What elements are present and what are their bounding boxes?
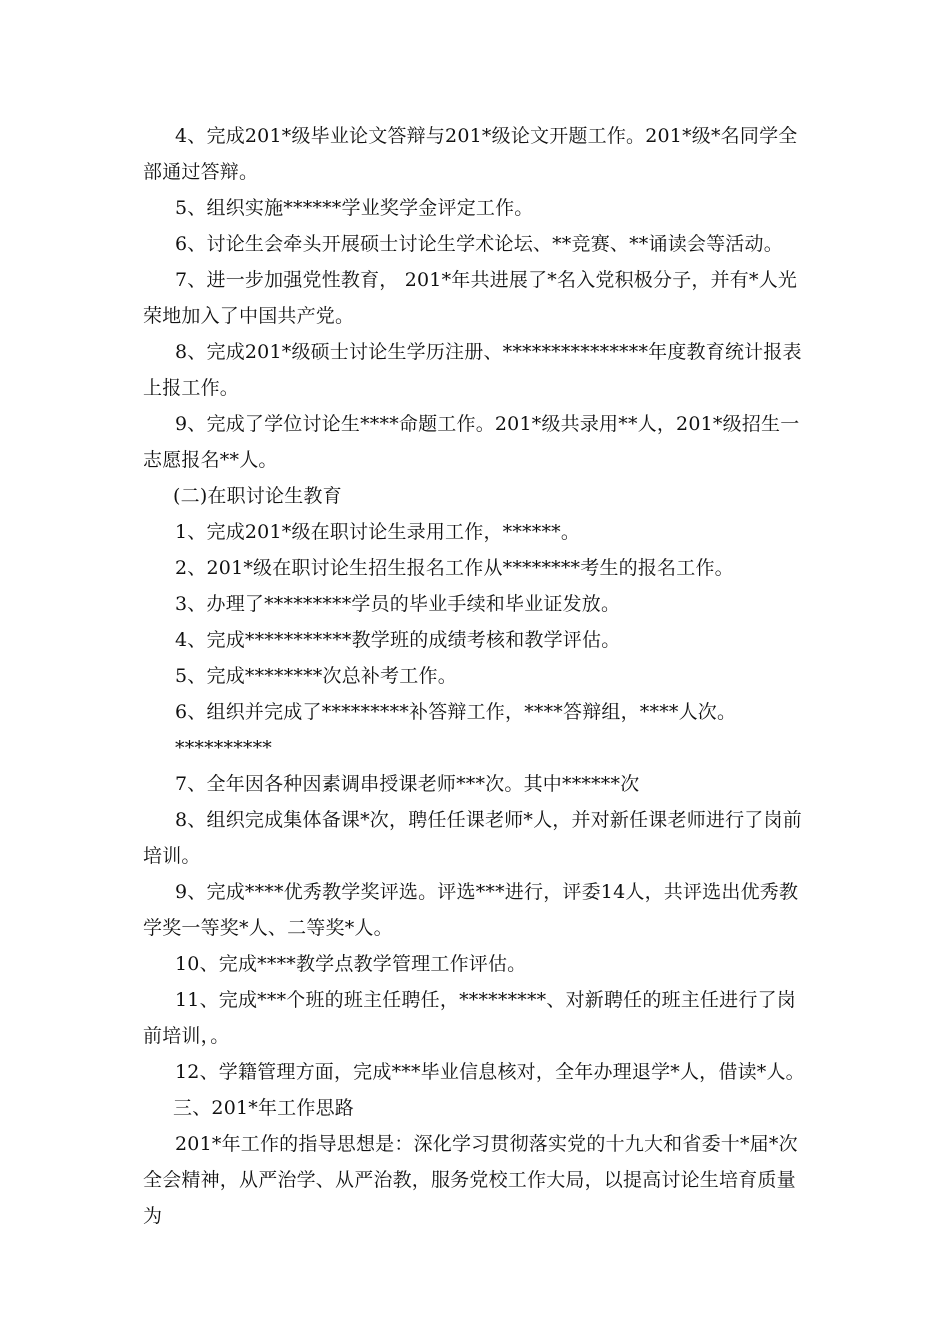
section-heading-in-service: (二)在职讨论生教育	[173, 485, 342, 507]
paragraph-in-service-4: 4、完成***********教学班的成绩考核和教学评估。	[175, 629, 621, 651]
paragraph-item-7-party-education: 7、进一步加强党性教育， 201*年共进展了*名入党积极分子，并有*人光荣地加入了中国共产党。	[143, 269, 798, 327]
paragraph-in-service-1: 1、完成201*级在职讨论生录用工作，******。	[175, 521, 581, 543]
paragraph-in-service-11: 11、完成***个班的班主任聘任，*********、对新聘任的班主任进行了岗前培训，。	[143, 989, 796, 1047]
paragraph-item-9-admission: 9、完成了学位讨论生****命题工作。201*级共录用**人，201*级招生一志愿报名**人。	[143, 413, 800, 471]
paragraph-in-service-8: 8、组织完成集体备课*次，聘任任课老师*人，并对新任课老师进行了岗前培训。	[143, 809, 802, 867]
paragraph-in-service-12: 12、学籍管理方面，完成***毕业信息核对，全年办理退学*人，借读*人。	[175, 1061, 805, 1083]
paragraph-in-service-5: 5、完成********次总补考工作。	[175, 665, 457, 687]
paragraph-in-service-3: 3、办理了*********学员的毕业手续和毕业证发放。	[175, 593, 621, 615]
paragraph-item-4-thesis: 4、完成201*级毕业论文答辩与201*级论文开题工作。201*级*名同学全部通过答辩。	[143, 125, 798, 183]
paragraph-asterisks: **********	[175, 737, 272, 759]
section-heading-work-plan: 三、201*年工作思路	[173, 1097, 354, 1119]
document-page	[143, 118, 808, 1234]
paragraph-in-service-10: 10、完成****教学点教学管理工作评估。	[175, 953, 527, 975]
paragraph-in-service-9: 9、完成****优秀教学奖评选。评选***进行，评委14人，共评选出优秀教学奖一等奖*人、二等奖*人。	[143, 881, 799, 939]
paragraph-item-8-registration: 8、完成201*级硕士讨论生学历注册、***************年度教育统计报表上报工作。	[143, 341, 802, 399]
paragraph-item-6-activities: 6、讨论生会牵头开展硕士讨论生学术论坛、**竞赛、**诵读会等活动。	[175, 233, 783, 255]
paragraph-in-service-2: 2、201*级在职讨论生招生报名工作从********考生的报名工作。	[175, 557, 734, 579]
paragraph-item-5-scholarship: 5、组织实施******学业奖学金评定工作。	[175, 197, 534, 219]
paragraph-in-service-6: 6、组织并完成了*********补答辩工作，****答辩组，****人次。	[175, 701, 737, 723]
paragraph-in-service-7: 7、全年因各种因素调串授课老师***次。其中******次	[175, 773, 640, 795]
paragraph-guiding-ideology: 201*年工作的指导思想是：深化学习贯彻落实党的十九大和省委十*届*次全会精神，从严治学、从严治教，服务党校工作大局，以提高讨论生培育质量为	[143, 1133, 798, 1227]
